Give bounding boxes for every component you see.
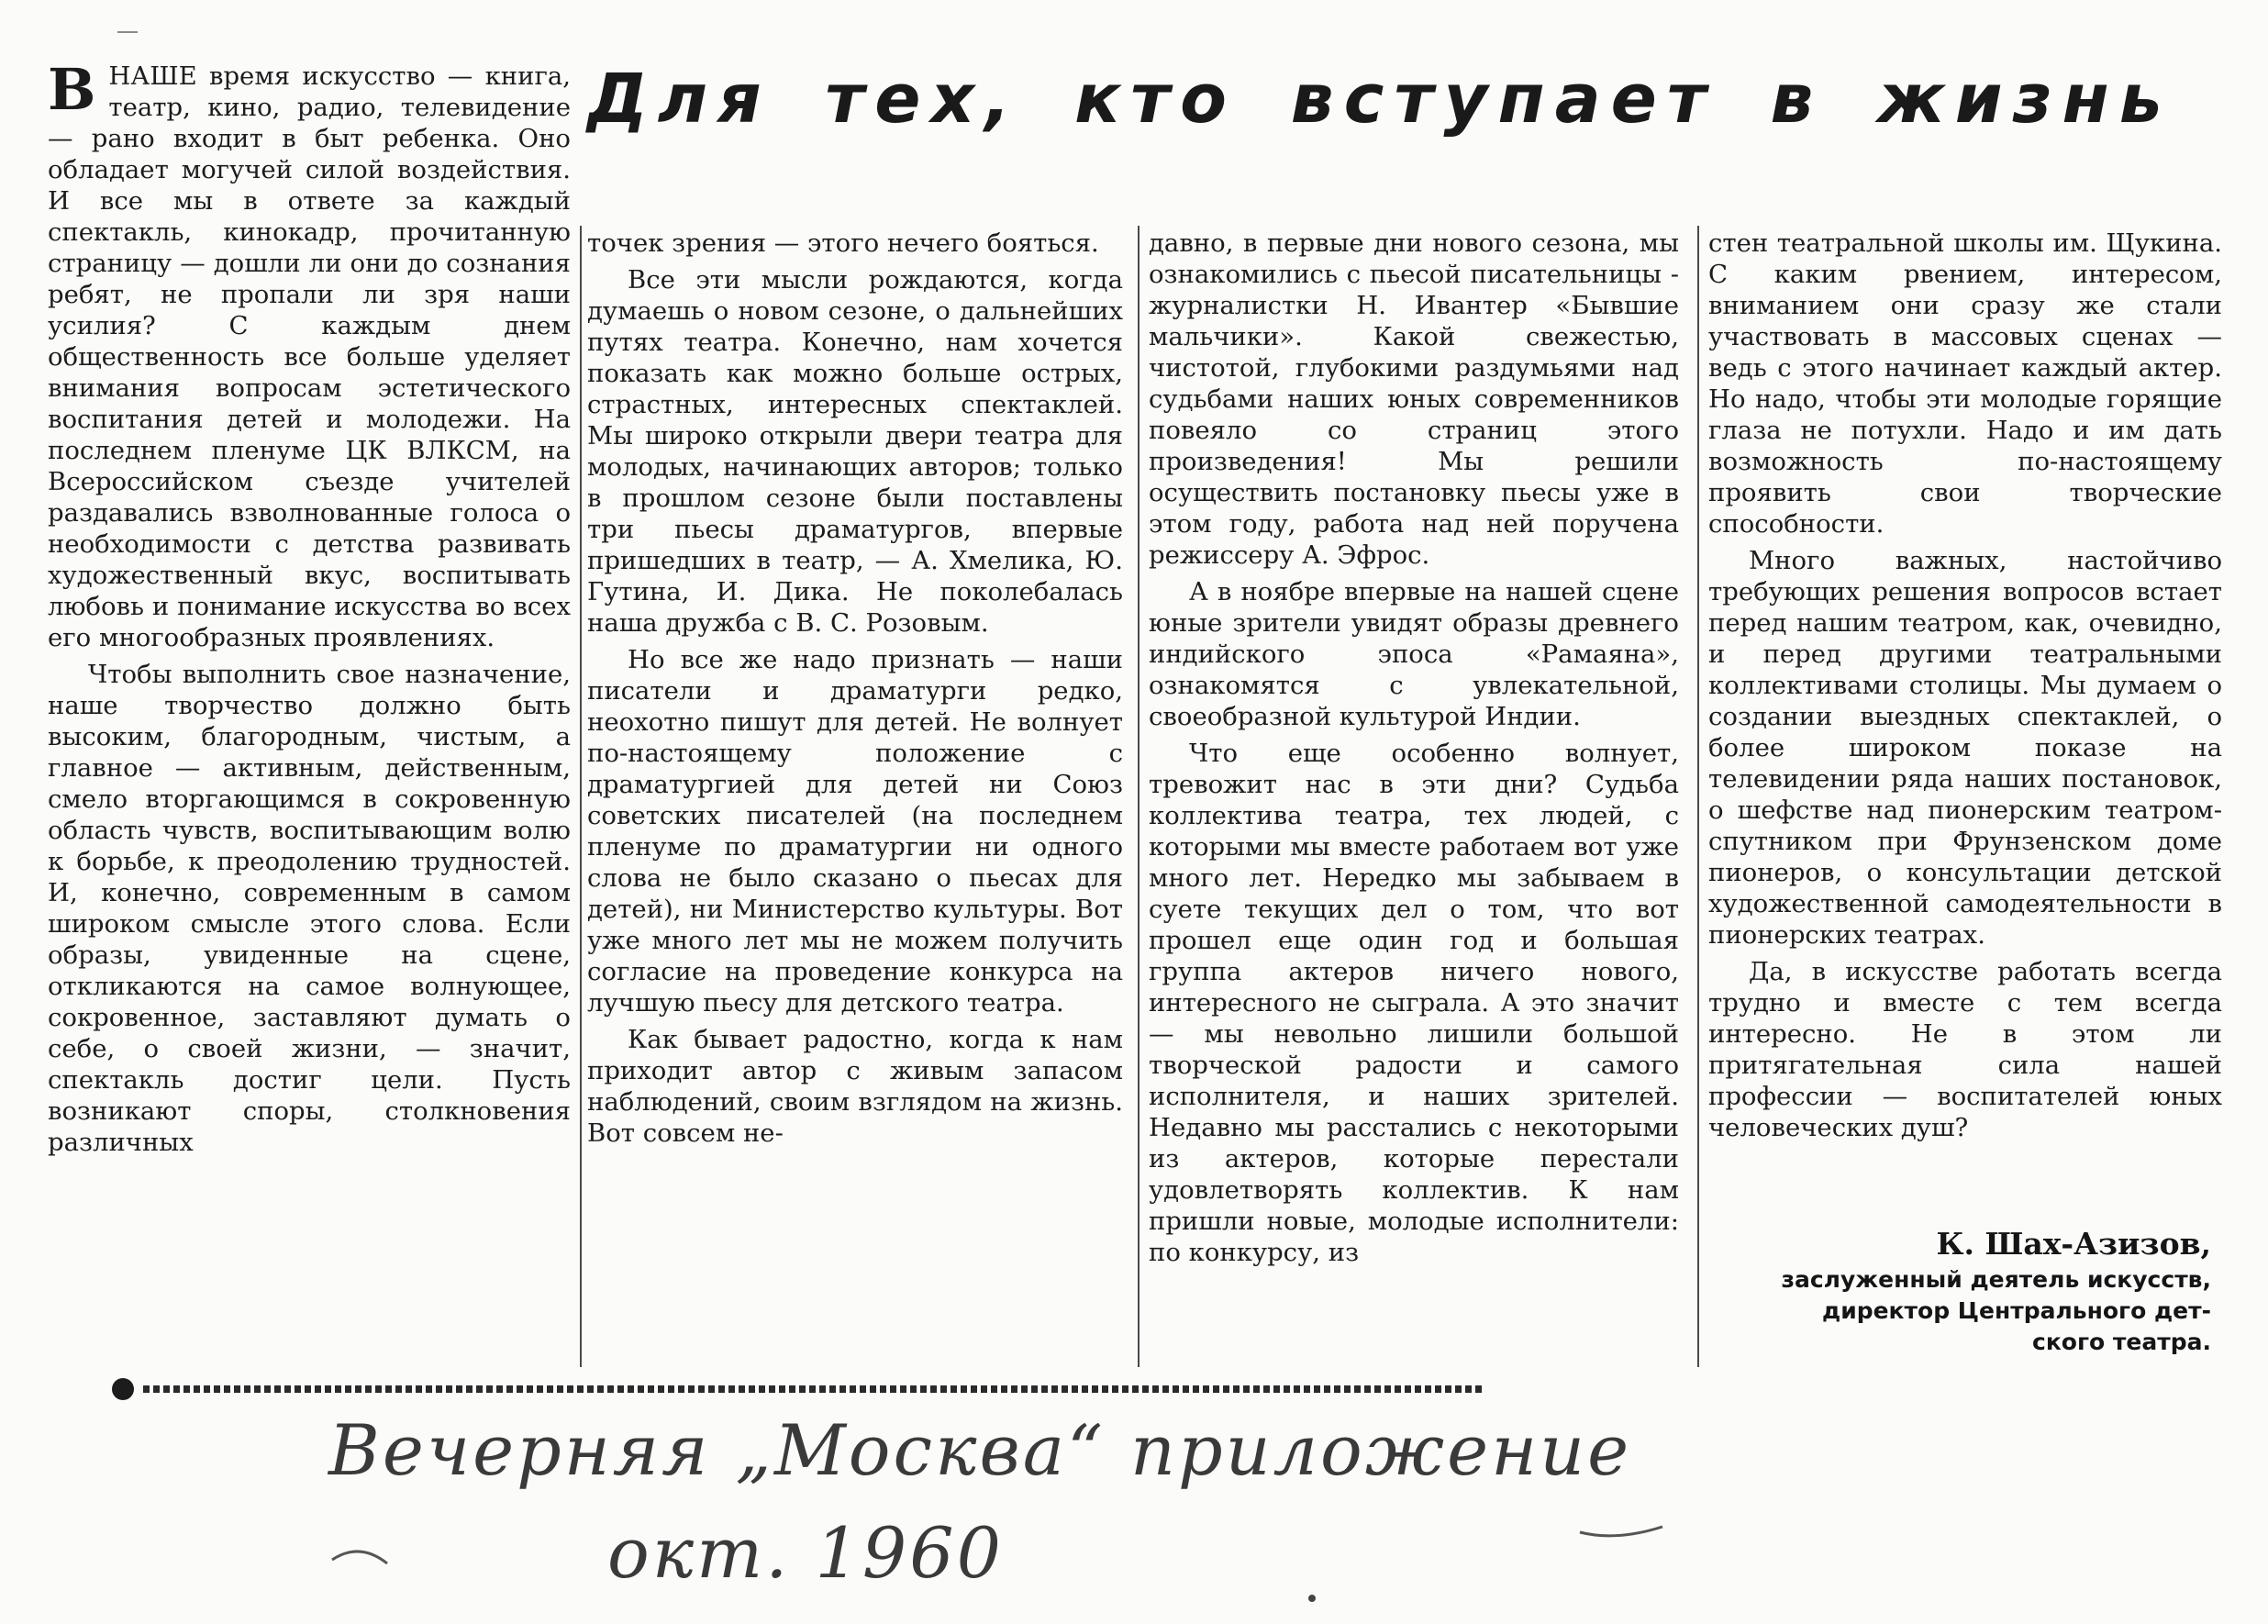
handwritten-annotation — [295, 1404, 1782, 1615]
article-column-3 — [1149, 228, 1679, 1367]
paragraph: Что еще особенно волнует, тревожит нас в эти дни? Судьба коллектива театра, тех людей, с которыми мы вместе работаем вот уже много лет. Нередко мы забываем в суете текущих дел о том, что вот прошел еще один год и большая группа актеров ничего нового, интересного не сыграла. А это значит — мы невольно лишили большой творческой радости и самого исполнителя, и наших зрителей. Недавно мы расстались с некоторыми из актеров, которые перестали удовлетворять коллектив. К нам пришли новые, молодые исполнители: по конкурсу, из — [1149, 739, 1679, 1267]
paragraph: давно, в первые дни нового сезона, мы ознакомились с пьесой писательницы - журналистки Н. Ивантер «Бывшие мальчики». Какой свежестью, чистотой, глубокими раздумьями над судьбами наших юных современников повеяло со страниц этого произведения! Мы решили осуществить постановку пьесы уже в этом году, работа над ней поручена режиссеру А. Эфрос. — [1149, 228, 1679, 570]
author-title: ского театра. — [2032, 1329, 2211, 1355]
handwritten-line: Вечерняя „Москва“ приложение — [328, 1409, 1632, 1491]
paragraph: А в ноябре впервые на нашей сцене юные зрители увидят образы древнего индийского эпоса «Рамаяна», ознакомятся с увлекательной, своеобразной культурой Индии. — [1149, 577, 1679, 731]
author-title: директор Центрального дет- — [1822, 1297, 2211, 1324]
column-rule — [580, 226, 582, 1367]
scan-mark — [117, 31, 138, 33]
paragraph: Но все же надо признать — наши писатели и драматурги редко, неохотно пишут для детей. Не волнует по-настоящему положение с драматургией для детей ни Союз советских писателей (на последнем пленуме по драматургии ни одного слова не было сказано о пьесах для детей), ни Министерство культуры. Вот уже много лет мы не можем получить согласие на проведение конкурса на лучшую пьесу для детского театра. — [587, 645, 1123, 1018]
dash-line — [143, 1385, 1483, 1393]
author-name: К. Шах-Азизов, — [1936, 1226, 2211, 1262]
author-signature — [1781, 1224, 2211, 1358]
paragraph: Да, в искусстве работать всегда трудно и вместе с тем всегда интересно. Не в этом ли притягательная сила нашей профессии — воспитателей юных человеческих душ? — [1708, 957, 2222, 1142]
paragraph: Как бывает радостно, когда к нам приходит автор с живым запасом наблюдений, своим взглядом на жизнь. Вот совсем не- — [587, 1025, 1123, 1148]
drop-cap: В — [48, 61, 96, 123]
bullet-mark — [112, 1378, 134, 1400]
paragraph: точек зрения — этого нечего бояться. — [587, 228, 1099, 258]
column-rule — [1697, 226, 1699, 1367]
handwritten-line: окт. 1960 — [607, 1512, 1004, 1594]
article-column-1 — [48, 61, 571, 1367]
column-rule — [1138, 226, 1140, 1367]
article-column-2 — [587, 228, 1123, 1367]
author-title: заслуженный деятель искусств, — [1781, 1266, 2211, 1293]
lead-paragraph — [48, 61, 571, 653]
article-column-4 — [1708, 228, 2222, 1367]
paragraph: Чтобы выполнить свое назначение, наше творчество должно быть высоким, благородным, чистым, а главное — активным, действенным, смело вторгающимся в сокровенную область чувств, воспитывающим волю к борьбе, к преодолению трудностей. И, конечно, современным в самом широком смысле этого слова. Если образы, увиденные на сцене, откликаются на самое волнующее, сокровенное, заставляют думать о себе, о своей жизни, — значит, спектакль достиг цели. Пусть возникают споры, столкновения различных — [48, 660, 571, 1157]
paragraph: стен театральной школы им. Щукина. С каким рвением, интересом, вниманием они сразу же стали участвовать в массовых сценах — ведь с этого начинает каждый актер. Но надо, чтобы эти молодые горящие глаза не потухли. Надо и им дать возможность по-настоящему проявить свои творческие способности. — [1708, 228, 2222, 539]
paragraph: Все эти мысли рождаются, когда думаешь о новом сезоне, о дальнейших путях театра. Конечно, нам хочется показать как можно больше острых, страстных, интересных спектаклей. Мы широко открыли двери театра для молодых, начинающих авторов; только в прошлом сезоне были поставлены три пьесы драматургов, впервые пришедших в театр, — А. Хмелика, Ю. Гутина, И. Дика. Не поколебалась наша дружба с В. С. Розовым. — [587, 265, 1123, 638]
article-headline: Для тех, кто вступает в жизнь — [587, 60, 2173, 139]
lead-text: НАШЕ время искусство — книга, театр, кино, радио, телевидение — рано входит в быт ребенка. Оно обладает могучей силой воздействия. И все мы в ответе за каждый спектакль, кинокадр, прочитанную страницу — дошли ли они до сознания ребят, не пропали ли зря наши усилия? С каждым днем общественность все больше уделяет внимания вопросам эстетического воспитания детей и молодежи. На последнем пленуме ЦК ВЛКСМ, на Всероссийском съезде учителей раздавались взволнованные голоса о необходимости с детства развивать художественный вкус, воспитывать любовь и понимание искусства во всех его многообразных проявлениях. — [48, 61, 571, 652]
paragraph: Много важных, настойчиво требующих решения вопросов встает перед нашим театром, как, очевидно, и перед другими театральными коллективами столицы. Мы думаем о создании выездных спектаклей, о более широком показе на телевидении ряда наших постановок, о шефстве над пионерским театром-спутником при Фрунзенском доме пионеров, о консультации детской художественной самодеятельности в пионерских театрах. — [1708, 546, 2222, 950]
dotted-separator — [112, 1384, 1484, 1395]
